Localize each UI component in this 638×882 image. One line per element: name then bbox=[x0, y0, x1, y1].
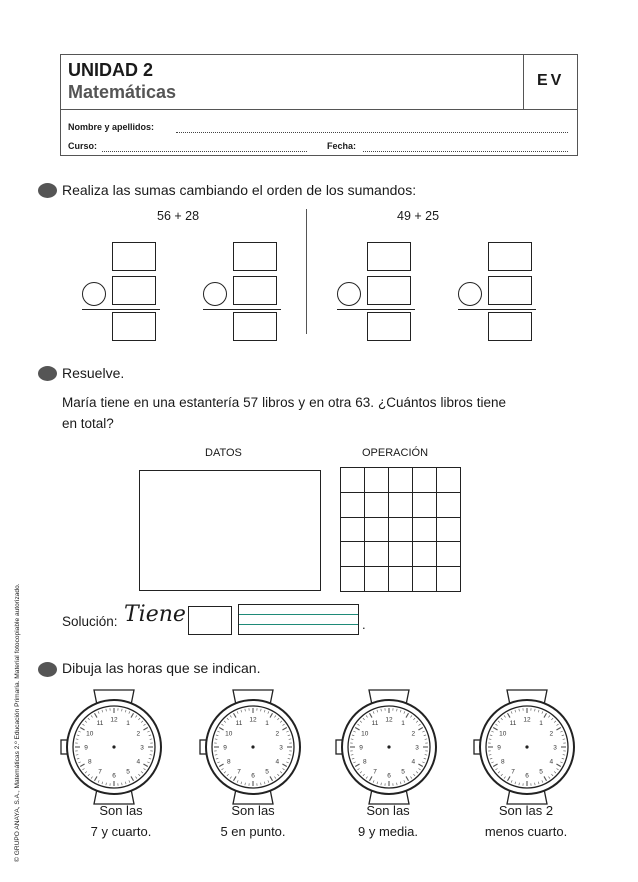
unit-title: UNIDAD 2 bbox=[68, 60, 154, 80]
datos-box[interactable] bbox=[139, 470, 321, 591]
name-label: Nombre y apellidos: bbox=[68, 122, 155, 132]
sum-divider bbox=[306, 209, 307, 334]
clock-number: 11 bbox=[371, 720, 379, 728]
clock-caption bbox=[466, 800, 586, 842]
grid-cell[interactable] bbox=[364, 541, 389, 567]
clock-number: 2 bbox=[275, 730, 280, 738]
grid-cell[interactable] bbox=[340, 566, 365, 592]
grid-cell[interactable] bbox=[436, 467, 461, 493]
datos-label: DATOS bbox=[205, 447, 242, 459]
clock-number: 6 bbox=[525, 772, 529, 780]
clock-caption bbox=[198, 800, 308, 842]
clock-number: 1 bbox=[401, 720, 405, 728]
header-title-row bbox=[61, 55, 577, 110]
addend-box[interactable] bbox=[233, 242, 277, 271]
grid-cell[interactable] bbox=[412, 541, 437, 567]
solution-writing-box[interactable] bbox=[238, 604, 359, 635]
exercise-bullet bbox=[38, 366, 57, 381]
watch-clock-icon[interactable] bbox=[59, 687, 169, 807]
watch-clock-icon[interactable] bbox=[334, 687, 444, 807]
date-label: Fecha: bbox=[327, 141, 357, 151]
clock-number: 8 bbox=[362, 758, 367, 766]
clock-number: 10 bbox=[86, 730, 94, 738]
clock-number: 5 bbox=[401, 768, 405, 776]
clock-number: 6 bbox=[251, 772, 255, 780]
addend-box[interactable] bbox=[367, 276, 411, 305]
grid-cell[interactable] bbox=[412, 517, 437, 543]
grid-cell[interactable] bbox=[340, 492, 365, 518]
header-separator bbox=[523, 55, 524, 109]
sum-rule bbox=[458, 309, 536, 310]
grid-cell[interactable] bbox=[340, 541, 365, 567]
grid-cell[interactable] bbox=[364, 492, 389, 518]
clock-number: 12 bbox=[249, 716, 257, 724]
clock-number: 2 bbox=[136, 730, 141, 738]
grid-cell[interactable] bbox=[388, 517, 413, 543]
sum-rule bbox=[82, 309, 160, 310]
clock-number: 1 bbox=[126, 720, 130, 728]
grid-cell[interactable] bbox=[388, 492, 413, 518]
clock-number: 3 bbox=[279, 744, 283, 752]
clock-number: 12 bbox=[110, 716, 118, 724]
clock-number: 9 bbox=[223, 744, 227, 752]
clock-number: 10 bbox=[361, 730, 369, 738]
left-sum-label: 56 + 28 bbox=[157, 209, 200, 223]
course-label: Curso: bbox=[68, 141, 97, 151]
clock-number: 12 bbox=[385, 716, 393, 724]
clock-number: 6 bbox=[112, 772, 116, 780]
exercise2-instruction: Resuelve. bbox=[62, 365, 125, 381]
exercise3-instruction: Dibuja las horas que se indican. bbox=[62, 660, 261, 676]
grid-cell[interactable] bbox=[340, 517, 365, 543]
clock-number: 7 bbox=[373, 768, 377, 776]
grid-cell[interactable] bbox=[412, 566, 437, 592]
clock-number: 4 bbox=[136, 758, 141, 766]
clock-number: 9 bbox=[84, 744, 88, 752]
clock-number: 1 bbox=[265, 720, 269, 728]
clock-number: 11 bbox=[509, 720, 517, 728]
clock-number: 11 bbox=[96, 720, 104, 728]
caption-line: Son las bbox=[366, 803, 410, 818]
result-box[interactable] bbox=[488, 312, 532, 341]
sum-rule bbox=[203, 309, 281, 310]
clock-number: 9 bbox=[497, 744, 501, 752]
clock-number: 8 bbox=[226, 758, 231, 766]
grid-cell[interactable] bbox=[388, 541, 413, 567]
clock-number: 7 bbox=[237, 768, 241, 776]
solution-word: Tiene bbox=[124, 602, 186, 627]
grid-cell[interactable] bbox=[436, 541, 461, 567]
solution-number-box[interactable] bbox=[188, 606, 232, 635]
sum-rule bbox=[337, 309, 415, 310]
clock-number: 12 bbox=[523, 716, 531, 724]
clock-number: 3 bbox=[140, 744, 144, 752]
operator-circle[interactable] bbox=[458, 282, 482, 306]
clock-number: 5 bbox=[126, 768, 130, 776]
clock-number: 8 bbox=[87, 758, 92, 766]
grid-cell[interactable] bbox=[388, 467, 413, 493]
grid-cell[interactable] bbox=[388, 566, 413, 592]
subject-title: Matemáticas bbox=[68, 82, 177, 102]
clock-number: 7 bbox=[511, 768, 515, 776]
problem-text: María tiene en una estantería 57 libros y en otra 63. ¿Cuántos libros tiene en total? bbox=[62, 395, 506, 431]
grid-cell[interactable] bbox=[412, 492, 437, 518]
grid-cell[interactable] bbox=[364, 517, 389, 543]
caption-line: 9 y media. bbox=[358, 824, 418, 839]
grid-cell[interactable] bbox=[340, 467, 365, 493]
clock-number: 5 bbox=[539, 768, 543, 776]
clock-number: 10 bbox=[225, 730, 233, 738]
clock-number: 3 bbox=[415, 744, 419, 752]
header-box bbox=[60, 54, 578, 156]
result-box[interactable] bbox=[367, 312, 411, 341]
copyright-text: © GRUPO ANAYA, S.A., Matemáticas 2.º Educación Primaria. Material fotocopiable autorizado. bbox=[14, 583, 21, 862]
exercise1-instruction: Realiza las sumas cambiando el orden de los sumandos: bbox=[62, 182, 417, 198]
clock-number: 6 bbox=[387, 772, 391, 780]
date-field[interactable] bbox=[363, 151, 568, 152]
clock-number: 4 bbox=[275, 758, 280, 766]
operacion-label: OPERACIÓN bbox=[362, 447, 429, 459]
clock-number: 3 bbox=[553, 744, 557, 752]
grid-cell[interactable] bbox=[436, 566, 461, 592]
caption-line: Son las bbox=[231, 803, 275, 818]
caption-line: 7 y cuarto. bbox=[90, 824, 152, 839]
addend-box[interactable] bbox=[233, 276, 277, 305]
writing-guide-line bbox=[239, 614, 358, 615]
exercise-bullet bbox=[38, 183, 57, 198]
result-box[interactable] bbox=[112, 312, 156, 341]
clock-caption bbox=[66, 800, 176, 842]
caption-line: menos cuarto. bbox=[484, 824, 568, 839]
course-field[interactable] bbox=[102, 151, 307, 152]
right-sum-label: 49 + 25 bbox=[397, 209, 440, 223]
clock-number: 2 bbox=[549, 730, 554, 738]
clock-number: 2 bbox=[411, 730, 416, 738]
name-field[interactable] bbox=[176, 132, 568, 133]
operator-circle[interactable] bbox=[82, 282, 106, 306]
result-box[interactable] bbox=[233, 312, 277, 341]
watch-clock-icon[interactable] bbox=[472, 687, 582, 807]
clock-number: 5 bbox=[265, 768, 269, 776]
clock-number: 11 bbox=[235, 720, 243, 728]
clock-number: 8 bbox=[500, 758, 505, 766]
grid-cell[interactable] bbox=[412, 467, 437, 493]
caption-line: 5 en punto. bbox=[220, 824, 286, 839]
caption-line: Son las bbox=[99, 803, 143, 818]
addend-box[interactable] bbox=[367, 242, 411, 271]
clock-number: 9 bbox=[359, 744, 363, 752]
grid-cell[interactable] bbox=[436, 492, 461, 518]
caption-line: Son las 2 bbox=[498, 803, 554, 818]
writing-guide-line bbox=[239, 624, 358, 625]
clock-number: 4 bbox=[411, 758, 416, 766]
clock-number: 7 bbox=[98, 768, 102, 776]
operator-circle[interactable] bbox=[203, 282, 227, 306]
solution-period: . bbox=[362, 617, 366, 632]
clock-number: 10 bbox=[499, 730, 507, 738]
grid-cell[interactable] bbox=[364, 566, 389, 592]
evaluation-code: EV bbox=[537, 72, 565, 89]
exercise-bullet bbox=[38, 662, 57, 677]
operator-circle[interactable] bbox=[337, 282, 361, 306]
grid-cell[interactable] bbox=[436, 517, 461, 543]
operation-grid[interactable] bbox=[340, 467, 460, 591]
addend-box[interactable] bbox=[488, 276, 532, 305]
addend-box[interactable] bbox=[112, 276, 156, 305]
addend-box[interactable] bbox=[488, 242, 532, 271]
solution-label: Solución: bbox=[62, 614, 118, 629]
clock-number: 1 bbox=[539, 720, 543, 728]
clock-number: 4 bbox=[549, 758, 554, 766]
watch-clock-icon[interactable] bbox=[198, 687, 308, 807]
addend-box[interactable] bbox=[112, 242, 156, 271]
grid-cell[interactable] bbox=[364, 467, 389, 493]
clock-caption bbox=[333, 800, 443, 842]
